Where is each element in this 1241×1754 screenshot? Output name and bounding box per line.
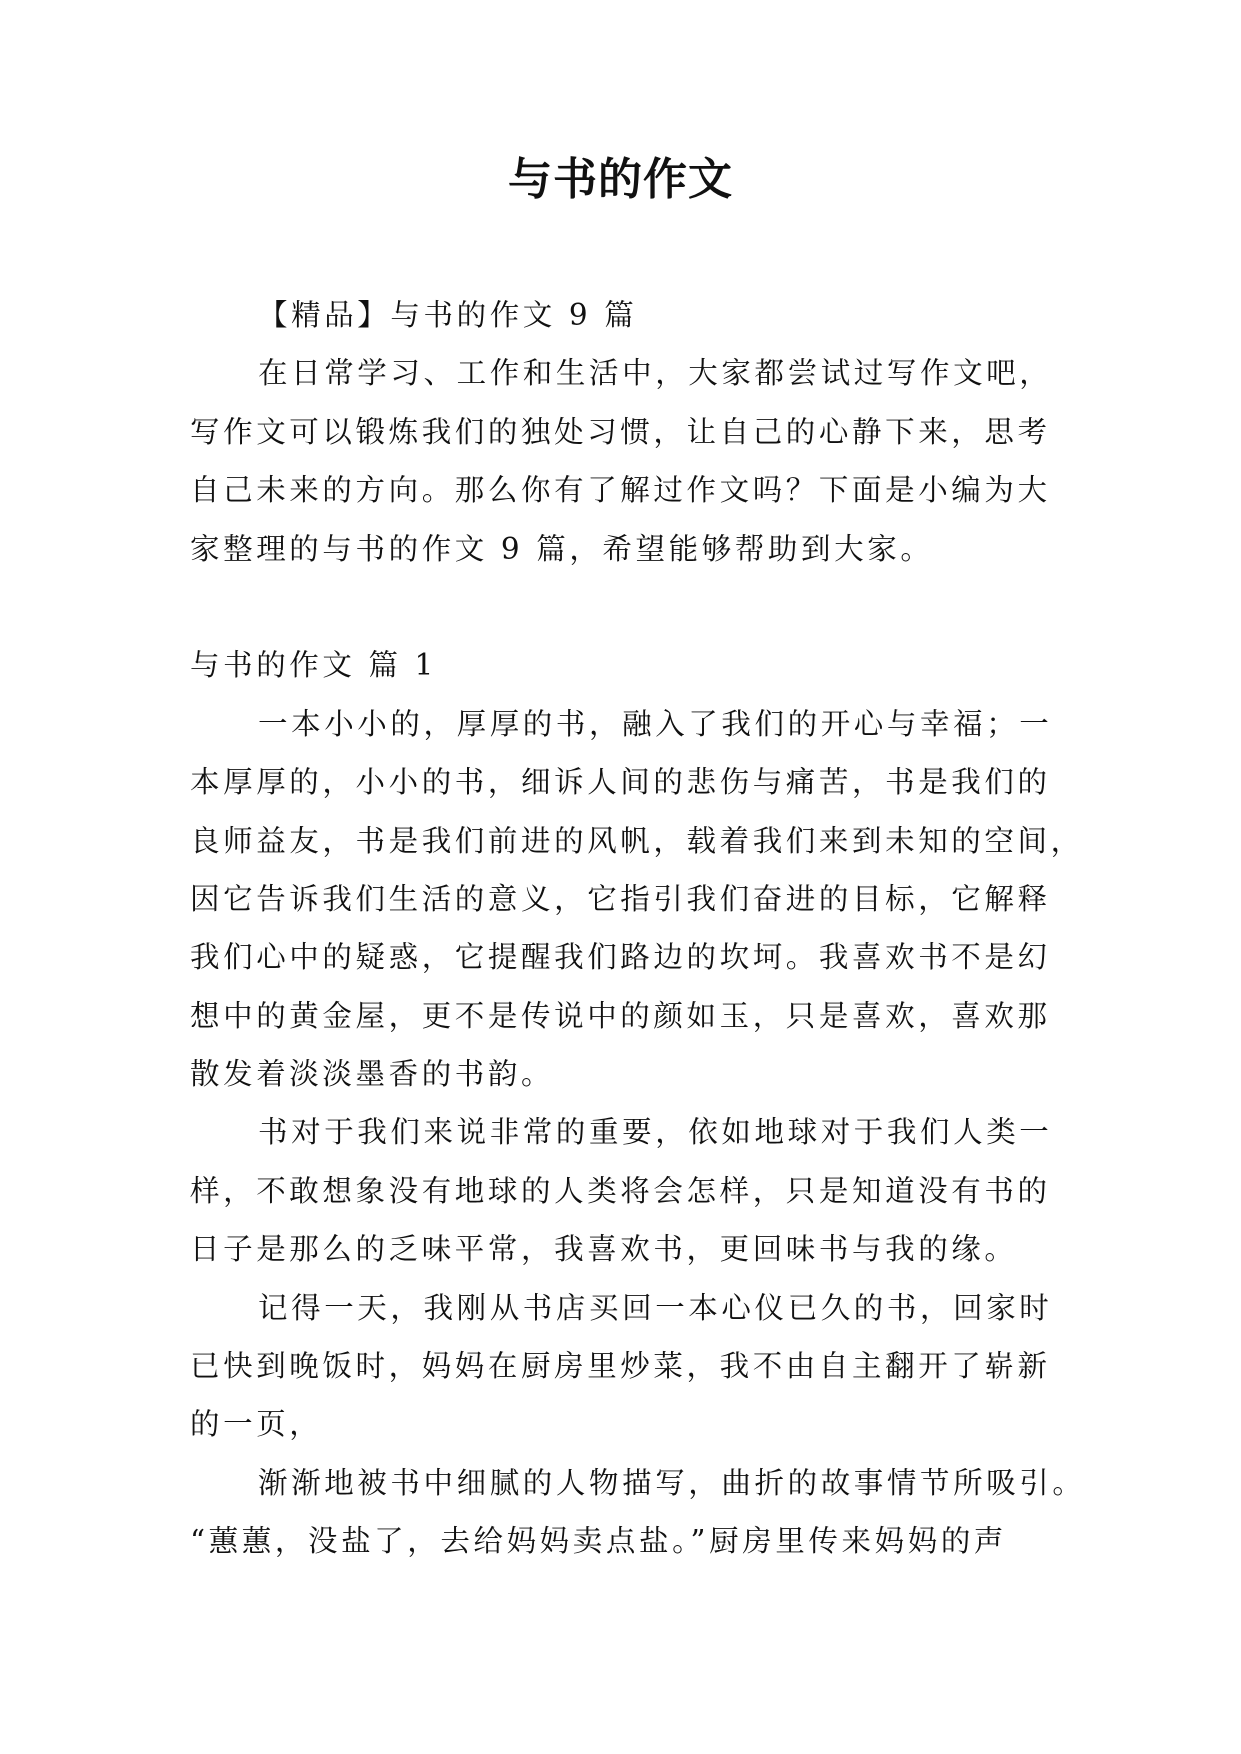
document-title: 与书的作文: [508, 154, 733, 205]
paragraph-line: 日子是那么的乏味平常，我喜欢书，更回味书与我的缘。: [190, 1232, 1018, 1267]
paragraph-line: 写作文可以锻炼我们的独处习惯，让自己的心静下来，思考: [190, 414, 1051, 449]
paragraph-line: 在日常学习、工作和生活中，大家都尝试过写作文吧，: [258, 356, 1053, 391]
paragraph-line: 家整理的与书的作文 9 篇，希望能够帮助到大家。: [190, 531, 934, 566]
paragraph-line: 书对于我们来说非常的重要，依如地球对于我们人类一: [258, 1115, 1053, 1150]
intro-heading: 【精品】与书的作文 9 篇: [258, 298, 638, 332]
paragraph-line: 记得一天，我刚从书店买回一本心仪已久的书，回家时: [258, 1290, 1053, 1325]
paragraph-line: 想中的黄金屋，更不是传说中的颜如玉，只是喜欢，喜欢那: [190, 998, 1051, 1033]
paragraph-line: “蕙蕙，没盐了，去给妈妈卖点盐。”厨房里传来妈妈的声: [190, 1524, 1008, 1559]
paragraph-line: 的一页，: [190, 1407, 323, 1442]
paragraph-line: 自己未来的方向。那么你有了解过作文吗？下面是小编为大: [190, 473, 1051, 508]
paragraph-line: 样，不敢想象没有地球的人类将会怎样，只是知道没有书的: [190, 1173, 1051, 1208]
paragraph-line: 渐渐地被书中细腻的人物描写，曲折的故事情节所吸引。: [258, 1465, 1086, 1500]
section-heading: 与书的作文 篇 1: [190, 648, 437, 683]
paragraph-line: 因它告诉我们生活的意义，它指引我们奋进的目标，它解释: [190, 881, 1051, 916]
blank-line: [190, 578, 1060, 636]
paragraph-line: 已快到晚饭时，妈妈在厨房里炒菜，我不由自主翻开了崭新: [190, 1349, 1051, 1384]
paragraph-line: 本厚厚的，小小的书，细诉人间的悲伤与痛苦，书是我们的: [190, 765, 1051, 800]
paragraph-line: 散发着淡淡墨香的书韵。: [190, 1057, 555, 1092]
paragraph-line: 良师益友，书是我们前进的风帆，载着我们来到未知的空间，: [190, 823, 1084, 858]
document-body: [190, 286, 1086, 1571]
paragraph-line: 一本小小的，厚厚的书，融入了我们的开心与幸福；一: [258, 706, 1053, 741]
paragraph-line: 我们心中的疑惑，它提醒我们路边的坎坷。我喜欢书不是幻: [190, 940, 1051, 975]
